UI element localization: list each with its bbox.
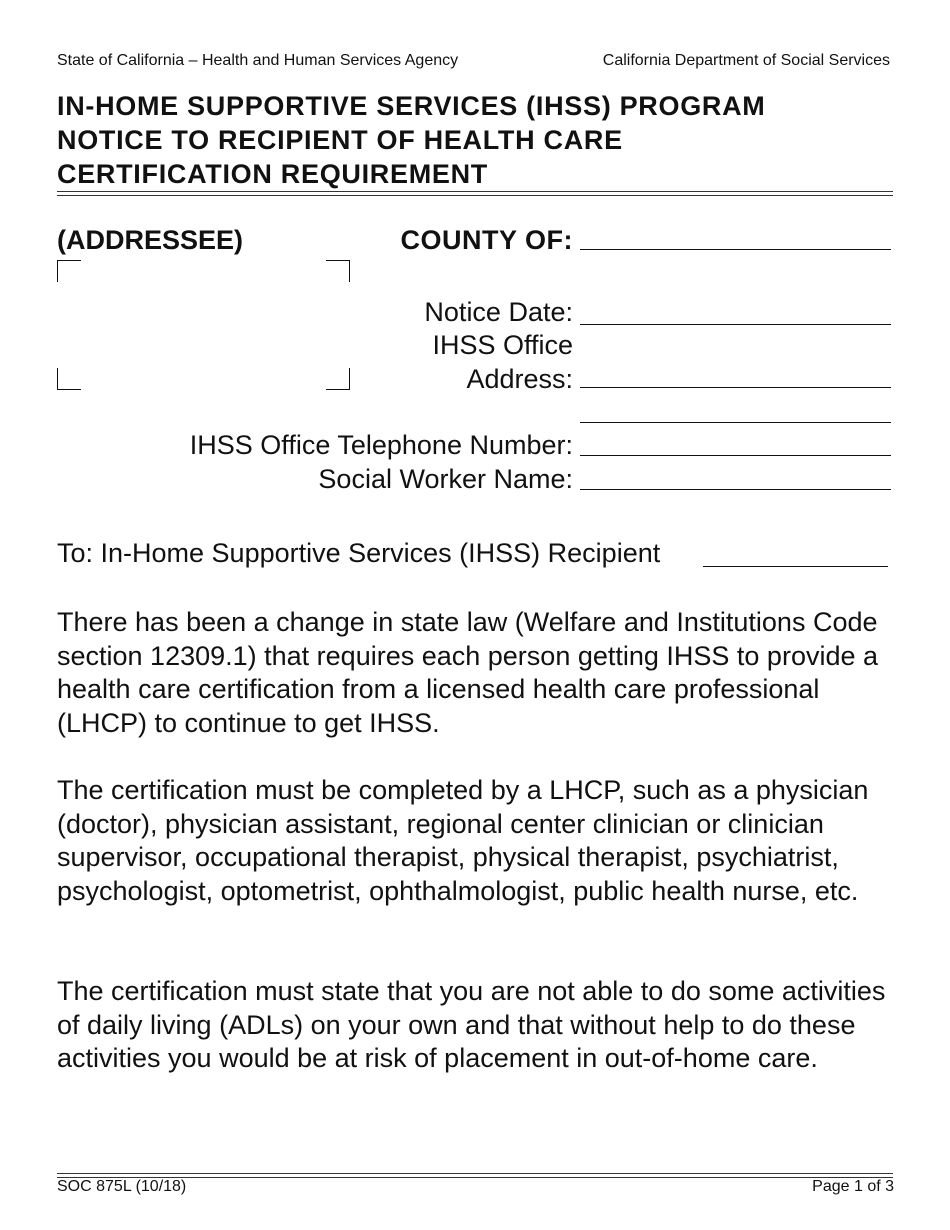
salutation: To: In-Home Supportive Services (IHSS) Recipient	[57, 538, 661, 568]
address-window-corner-bottom-right	[326, 368, 350, 390]
social-worker-field[interactable]	[580, 489, 891, 490]
addressee-label: (ADDRESSEE)	[57, 225, 244, 255]
body-paragraph: The certification must state that you are not able to do some activities of daily living (ADLs) on your own and that without help to do these activities you would be at risk of placement in out-of-home care.	[57, 976, 886, 1073]
telephone-label: IHSS Office Telephone Number:	[189, 430, 573, 460]
title-line: CERTIFICATION REQUIREMENT	[57, 159, 488, 189]
agency-header: State of California – Health and Human Services Agency	[57, 52, 459, 69]
page-number: Page 1 of 3	[812, 1178, 894, 1195]
office-address-label-line2: Address:	[466, 364, 573, 394]
address-window-corner-top-left	[57, 260, 81, 282]
body-paragraph: There has been a change in state law (Welfare and Institutions Code section 12309.1) that requires each person getting IHSS to provide a health care certification from a licensed health care professional (LHCP) to continue to get IHSS.	[57, 607, 879, 738]
office-address-field-1[interactable]	[580, 387, 891, 388]
title-line: IN-HOME SUPPORTIVE SERVICES (IHSS) PROGRAM	[57, 91, 766, 121]
telephone-field[interactable]	[580, 455, 891, 456]
address-window-corner-top-right	[326, 260, 350, 282]
title-line: NOTICE TO RECIPIENT OF HEALTH CARE	[57, 125, 623, 155]
recipient-name-field[interactable]	[703, 566, 888, 567]
body-paragraph: The certification must be completed by a LHCP, such as a physician (doctor), physician assistant, regional center clinician or clinician supervisor, occupational therapist, physical therapist, psychiatrist, psychologist, optometrist, ophthalmologist, public health nurse, etc.	[57, 775, 869, 906]
form-number: SOC 875L (10/18)	[57, 1178, 187, 1195]
social-worker-label: Social Worker Name:	[318, 464, 573, 494]
title-divider	[57, 191, 893, 196]
county-field[interactable]	[580, 249, 891, 250]
department-header: California Department of Social Services	[602, 52, 890, 69]
office-address-field-2[interactable]	[580, 422, 891, 423]
office-address-label-line1: IHSS Office	[432, 330, 573, 360]
county-label: COUNTY OF:	[400, 225, 573, 255]
notice-date-label: Notice Date:	[424, 297, 573, 327]
address-window-corner-bottom-left	[57, 368, 81, 390]
notice-date-field[interactable]	[580, 324, 891, 325]
document-title	[57, 89, 897, 191]
